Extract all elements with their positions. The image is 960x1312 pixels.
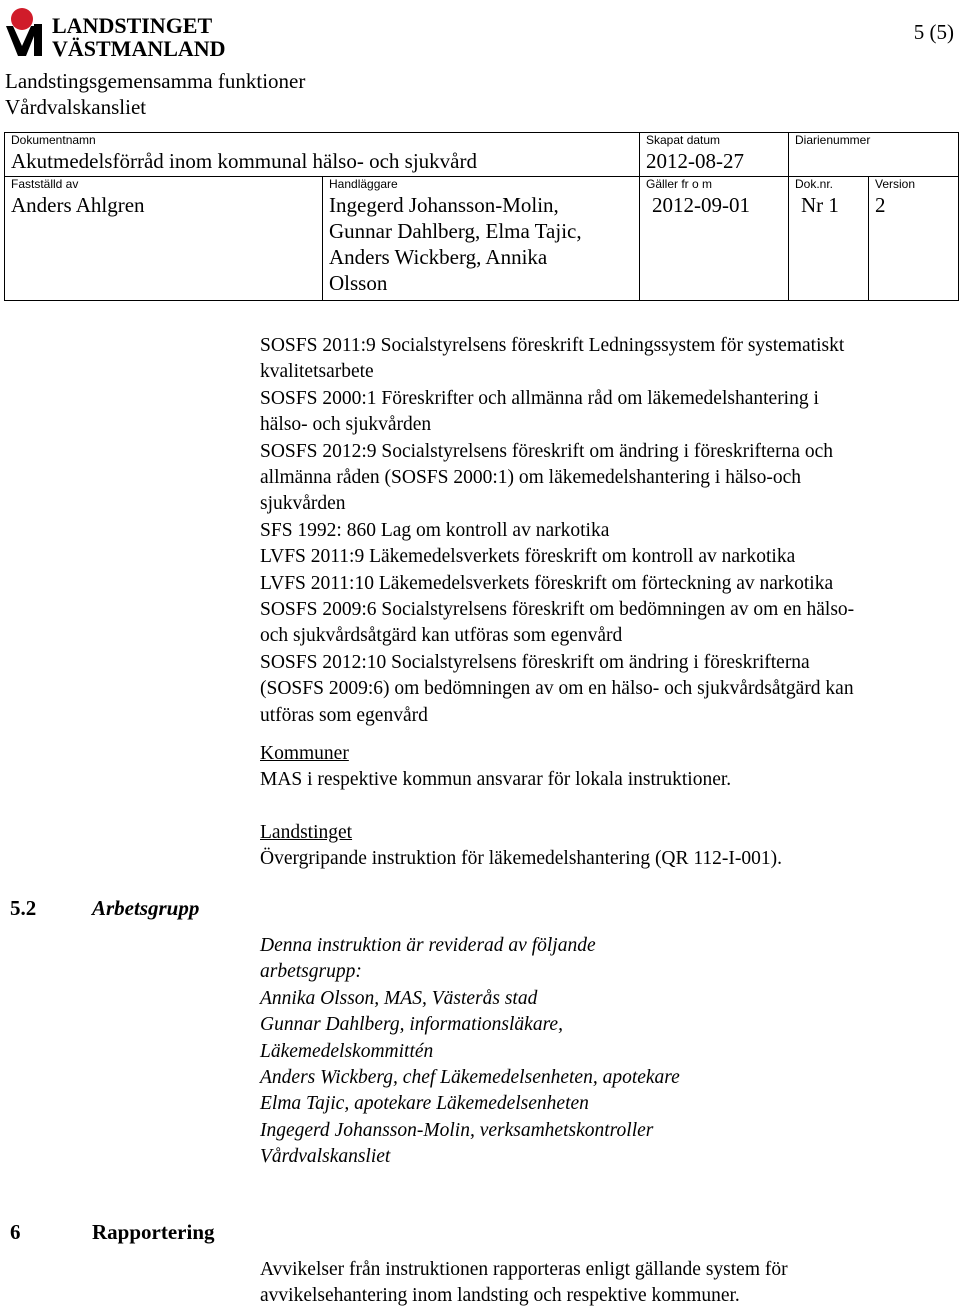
arbetsgrupp-line: Anders Wickberg, chef Läkemedelsenheten, apotekare xyxy=(260,1067,680,1089)
arbetsgrupp-line: Ingegerd Johansson-Molin, verksamhetskontroller xyxy=(260,1119,654,1141)
section-5-2-title: Arbetsgrupp xyxy=(92,896,200,920)
reference-line: LVFS 2011:9 Läkemedelsverkets föreskrift om kontroll av narkotika xyxy=(260,546,796,568)
reference-line: SOSFS 2012:9 Socialstyrelsens föreskrift om ändring i föreskrifterna och xyxy=(260,440,833,462)
handlaggare-line: Olsson xyxy=(329,271,388,295)
reference-line: kvalitetsarbete xyxy=(260,361,374,383)
doknr-value: Nr 1 xyxy=(801,193,839,217)
landstinget-heading: Landstinget xyxy=(260,822,353,843)
logo-text-line2: VÄSTMANLAND xyxy=(52,36,226,61)
reference-line: utföras som egenvård xyxy=(260,704,428,726)
kommuner-block xyxy=(260,741,960,794)
skapat-value: 2012-08-27 xyxy=(646,149,744,173)
version-label: Version xyxy=(875,177,916,191)
landstinget-logo xyxy=(4,4,226,62)
org-line-2: Vårdvalskansliet xyxy=(5,95,147,119)
reference-line: SOSFS 2012:10 Socialstyrelsens föreskrift om ändring i föreskrifterna xyxy=(260,651,810,673)
arbetsgrupp-line: arbetsgrupp: xyxy=(260,961,362,983)
org-line-1: Landstingsgemensamma funktioner xyxy=(5,69,306,93)
document-metadata-table xyxy=(4,132,959,301)
logo-emblem-icon xyxy=(6,8,42,56)
arbetsgrupp-line: Vårdvalskansliet xyxy=(260,1146,391,1168)
dokumentnamn-value: Akutmedelsförråd inom kommunal hälso- och sjukvård xyxy=(11,149,477,173)
faststalld-value: Anders Ahlgren xyxy=(11,193,145,217)
version-value: 2 xyxy=(875,193,886,217)
galler-value: 2012-09-01 xyxy=(652,193,750,217)
rapportering-line: Avvikelser från instruktionen rapporteras enligt gällande system för xyxy=(260,1259,788,1280)
diarienummer-cell xyxy=(789,133,959,177)
landstinget-text: Övergripande instruktion för läkemedelshantering (QR 112-I-001). xyxy=(260,848,783,870)
skapat-cell xyxy=(640,133,789,177)
galler-cell xyxy=(640,177,789,301)
dokumentnamn-cell xyxy=(5,133,640,177)
arbetsgrupp-line: Elma Tajic, apotekare Läkemedelsenheten xyxy=(260,1093,589,1115)
dokumentnamn-label: Dokumentnamn xyxy=(11,133,96,147)
handlaggare-line: Ingegerd Johansson-Molin, xyxy=(329,193,559,217)
reference-line: (SOSFS 2009:6) om bedömningen av om en hälso- och sjukvårdsåtgärd kan xyxy=(260,678,854,700)
rapportering-line: avvikelsehantering inom landsting och respektive kommuner. xyxy=(260,1285,740,1307)
skapat-label: Skapat datum xyxy=(646,133,721,147)
handlaggare-label: Handläggare xyxy=(329,177,398,191)
references-list xyxy=(260,333,960,729)
faststalld-label: Fastställd av xyxy=(11,177,79,191)
arbetsgrupp-line: Läkemedelskommittén xyxy=(260,1040,434,1062)
section-6-title: Rapportering xyxy=(92,1220,215,1244)
version-cell xyxy=(869,177,959,301)
reference-line: SFS 1992: 860 Lag om kontroll av narkotika xyxy=(260,519,610,541)
reference-line: LVFS 2011:10 Läkemedelsverkets föreskrift om förteckning av narkotika xyxy=(260,572,834,594)
reference-line: sjukvården xyxy=(260,493,346,515)
page-number: 5 (5) xyxy=(913,20,954,44)
doknr-label: Dok.nr. xyxy=(795,177,834,191)
arbetsgrupp-list xyxy=(260,933,960,1171)
galler-label: Gäller fr o m xyxy=(646,177,713,191)
reference-line: SOSFS 2000:1 Föreskrifter och allmänna råd om läkemedelshantering i xyxy=(260,387,819,409)
handlaggare-line: Anders Wickberg, Annika xyxy=(329,245,548,269)
faststalld-cell xyxy=(5,177,323,301)
kommuner-heading: Kommuner xyxy=(260,743,349,764)
rapportering-text xyxy=(260,1257,960,1310)
reference-line: hälso- och sjukvården xyxy=(260,414,432,436)
reference-line: SOSFS 2009:6 Socialstyrelsens föreskrift om bedömningen av om en hälso- xyxy=(260,599,855,621)
reference-line: och sjukvårdsåtgärd kan utföras som egenvård xyxy=(260,625,623,647)
arbetsgrupp-line: Annika Olsson, MAS, Västerås stad xyxy=(260,987,538,1009)
handlaggare-line: Gunnar Dahlberg, Elma Tajic, xyxy=(329,219,582,243)
doknr-cell xyxy=(789,177,869,301)
kommuner-text: MAS i respektive kommun ansvarar för lokala instruktioner. xyxy=(260,769,732,791)
logo-text-line1: LANDSTINGET xyxy=(52,13,213,38)
diarienummer-label: Diarienummer xyxy=(795,133,871,147)
section-6-number: 6 xyxy=(10,1220,21,1244)
reference-line: SOSFS 2011:9 Socialstyrelsens föreskrift Ledningssystem för systematiskt xyxy=(260,335,845,356)
arbetsgrupp-line: Gunnar Dahlberg, informationsläkare, xyxy=(260,1014,563,1036)
landstinget-block xyxy=(260,820,960,873)
handlaggare-cell xyxy=(323,177,640,301)
arbetsgrupp-line: Denna instruktion är reviderad av följande xyxy=(260,935,596,956)
section-5-2-number: 5.2 xyxy=(10,896,37,920)
reference-line: allmänna råden (SOSFS 2000:1) om läkemedelshantering i hälso-och xyxy=(260,467,802,489)
